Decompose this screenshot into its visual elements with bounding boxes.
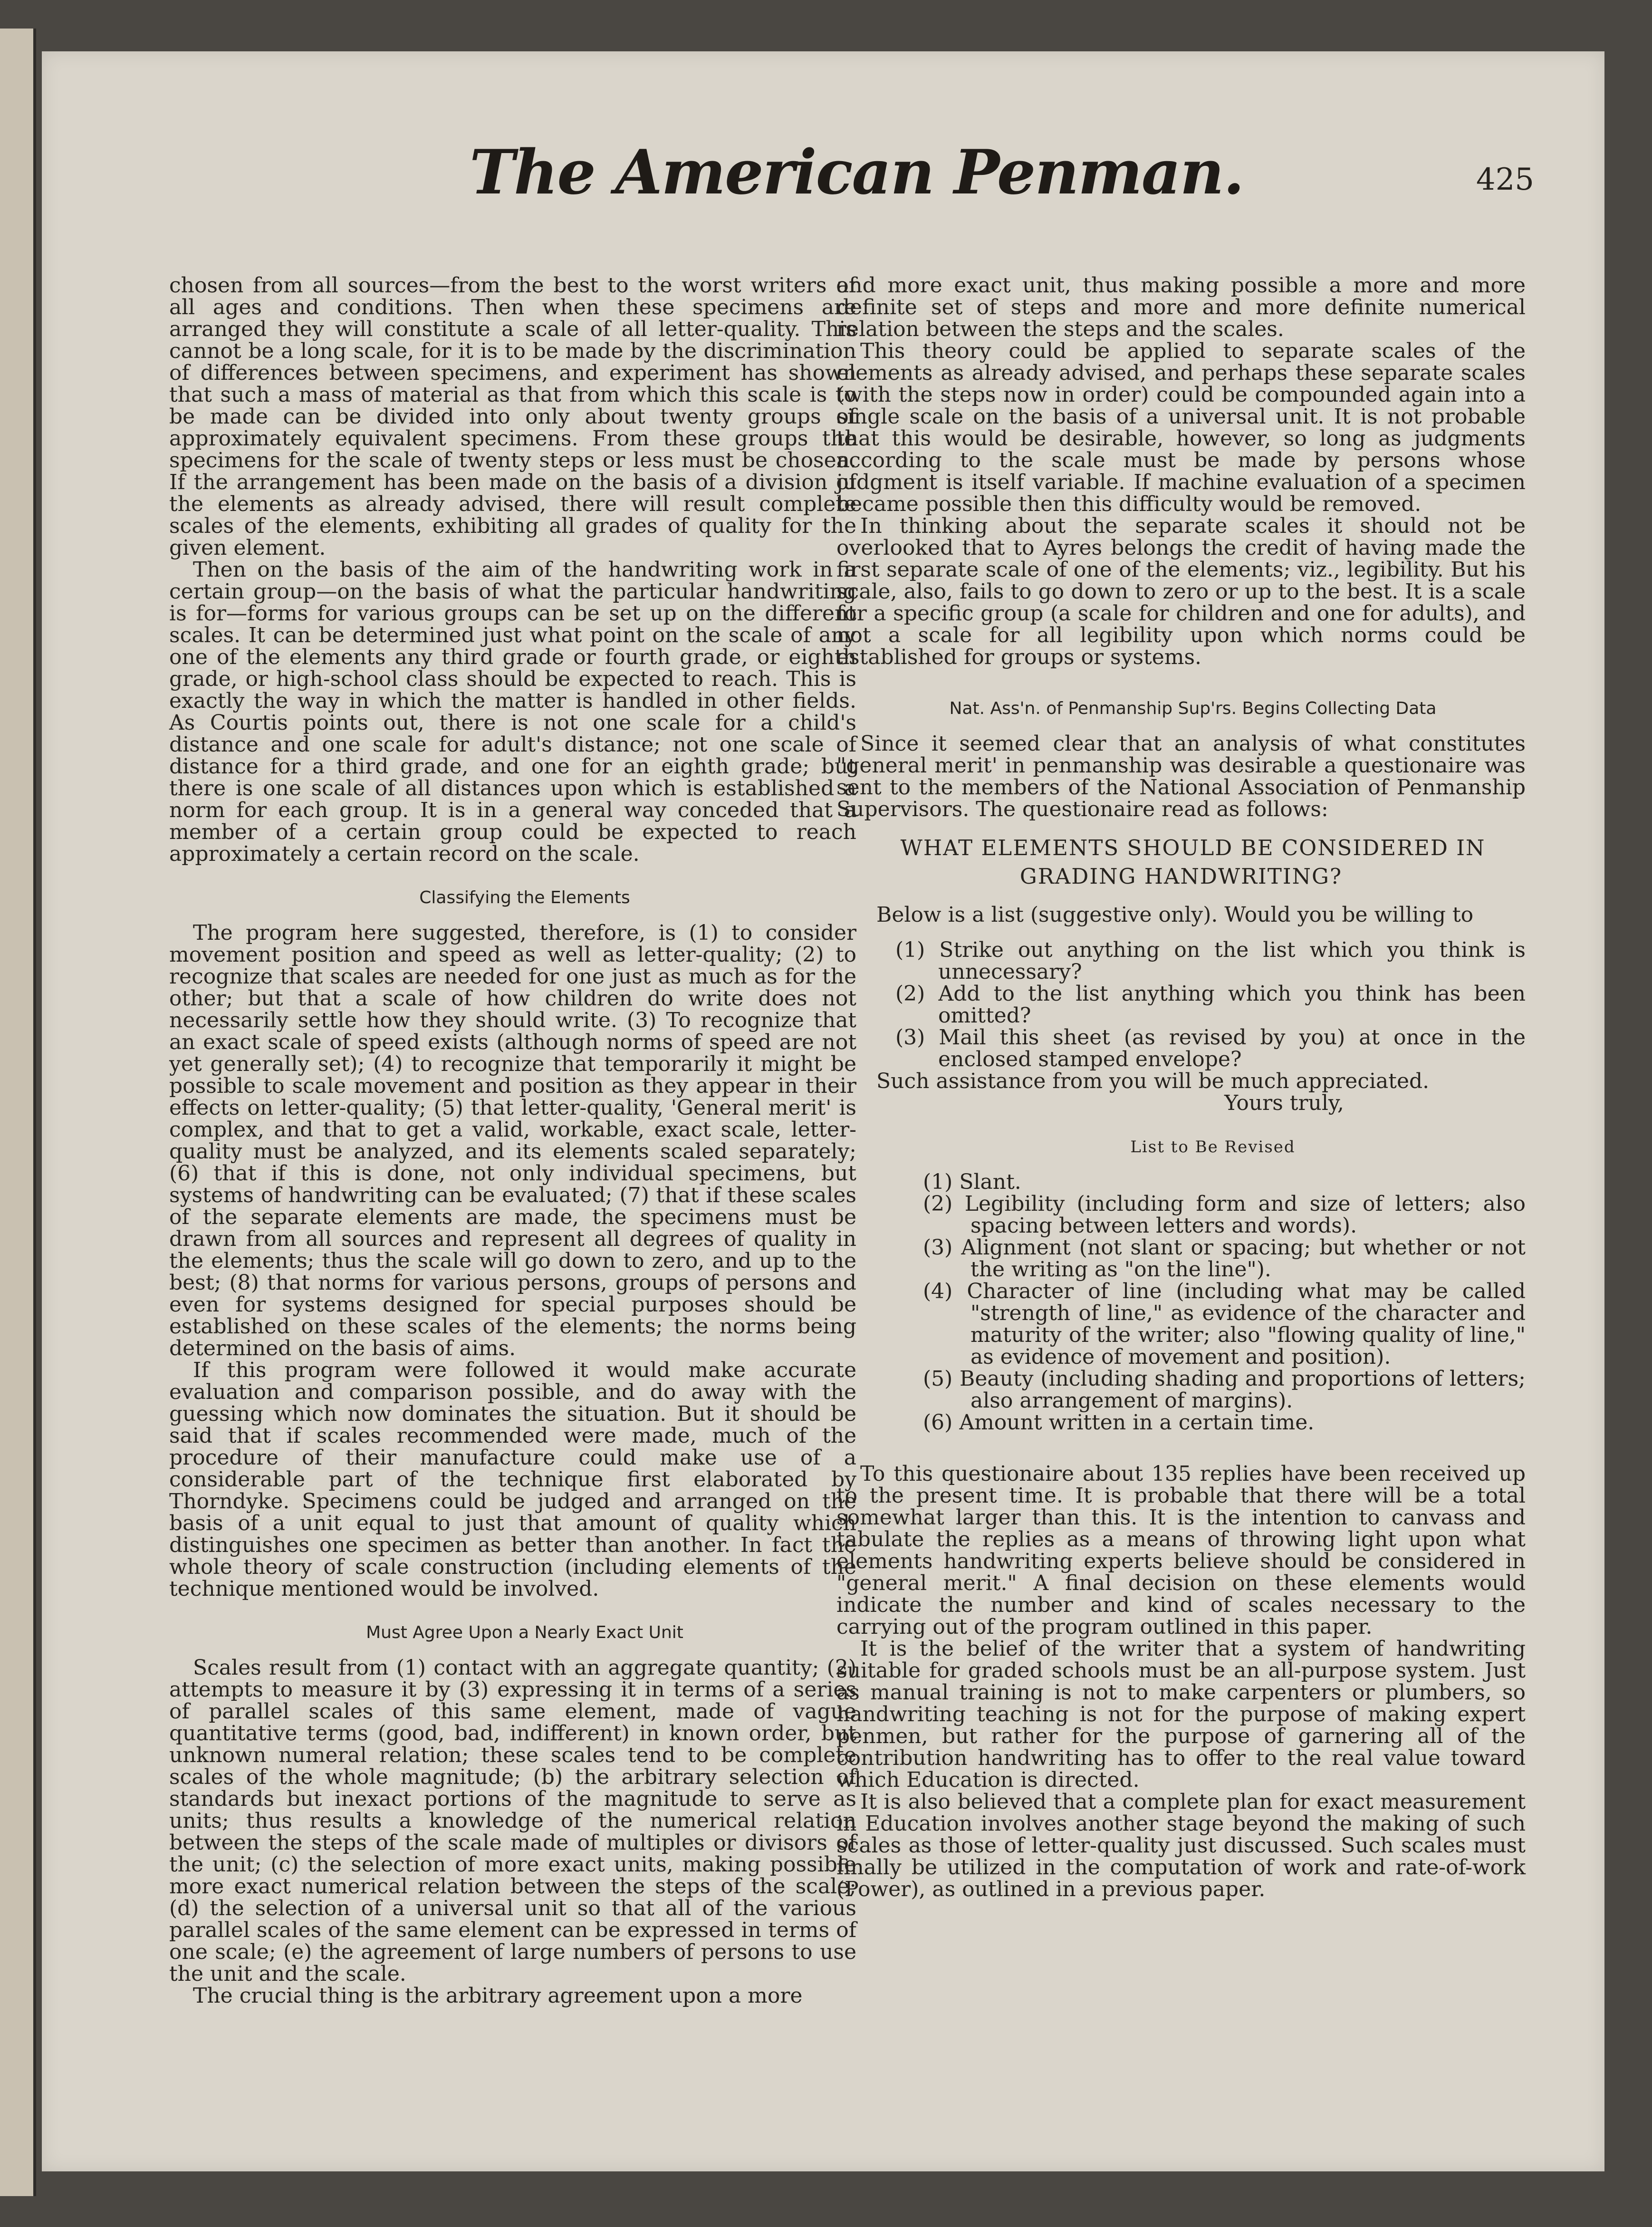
section-heading: Classifying the Elements: [419, 888, 630, 907]
list-item: (6) Amount written in a certain time.: [923, 1410, 1315, 1435]
list-item: (1) Slant.: [923, 1170, 1021, 1194]
left-column: [169, 275, 856, 2007]
paragraph: chosen from all sources—from the best to the worst writers of all ages and conditions. Then when these specimens are arranged they will constitute a scale of all letter-quality. This cannot be a long scale, for it is to be made by the discrimination of differences between specimens, and experiment has shown that such a mass of material as that from which this scale is to be made can be divided into only about twenty groups of approximately equivalent specimens. From these groups the specimens for the scale of twenty steps or less must be chosen. If the arrangement has been made on the basis of a division of the elements as already advised, there will result complete scales of the elements, exhibiting all grades of quality for the given element.: [169, 273, 856, 560]
paragraph: Since it seemed clear that an analysis of what constitutes "general merit' in penmanship was desirable a questionaire was sent to the members of the National Association of Penmanship Supervisors. The questionaire read as follows:: [836, 732, 1526, 821]
paragraph: In thinking about the separate scales it should not be overlooked that to Ayres belongs the credit of having made the first separate scale of one of the elements; viz., legibility. But his scale, also, fails to go down to zero or up to the best. It is a scale for a specific group (a scale for children and one for adults), and not a scale for all legibility upon which norms could be established for groups or systems.: [836, 514, 1526, 669]
list-title: List to Be Revised: [1130, 1138, 1296, 1157]
paragraph: The program here suggested, therefore, is (1) to consider movement position and speed as well as letter-quality; (2) to recognize that scales are needed for one just as much as for the other; but that a scale of how children do write does not necessarily settle how they should write. (3) To recognize that an exact scale of speed exists (although norms of speed are not yet generally set); (4) to recognize that temporarily it might be possible to scale movement and position as they appear in their effects on letter-quality; (5) that letter-quality, 'General merit' is complex, and that to get a valid, workable, exact scale, letter-quality must be analyzed, and its elements scaled separately; (6) that if this is done, not only individual specimens, but systems of handwriting can be evaluated; (7) that if these scales of the separate elements are made, the specimens must be drawn from all sources and represent all degrees of quality in the elements; thus the scale will go down to zero, and up to the best; (8) that norms for various persons, groups of persons and even for systems designed for special purposes should be established on these scales of the elements; the norms being determined on the basis of aims.: [169, 921, 856, 1360]
paragraph: If this program were followed it would make accurate evaluation and comparison possible, and do away with the guessing which now dominates the situation. But it should be said that if scales recommended were made, much of the procedure of their manufacture could make use of a considerable part of the technique first elaborated by Thorndyke. Specimens could be judged and arranged on the basis of a unit equal to just that amount of quality which distinguishes one specimen as better than another. In fact the whole theory of scale construction (including elements of the technique mentioned would be involved.: [169, 1358, 856, 1601]
paragraph: To this questionaire about 135 replies have been received up to the present time. It is probable that there will be a total somewhat larger than this. It is the intention to canvass and tabulate the replies as a means of throwing light upon what elements handwriting experts believe should be considered in "general merit." A final decision on these elements would indicate the number and kind of scales necessary to the carrying out of the program outlined in this paper.: [836, 1462, 1526, 1639]
questionnaire-item: (2) Add to the list anything which you think has been omitted?: [895, 982, 1526, 1028]
questionnaire-thanks: Such assistance from you will be much appreciated.: [876, 1069, 1430, 1093]
right-column: [836, 275, 1526, 1900]
section-heading: Nat. Ass'n. of Penmanship Sup'rs. Begins Collecting Data: [949, 699, 1437, 718]
facing-page-edge: [0, 29, 36, 2196]
questionnaire-item: (3) Mail this sheet (as revised by you) at once in the enclosed stamped envelope?: [895, 1025, 1526, 1071]
list-item: (5) Beauty (including shading and proportions of letters; also arrangement of margins).: [923, 1367, 1526, 1413]
paragraph: It is the belief of the writer that a system of handwriting suitable for graded schools must be an all-purpose system. Just as manual training is not to make carpenters or plumbers, so handwriting teaching is not for the purpose of making expert penmen, but rather for the purpose of garnering all of the contribution handwriting has to offer to the real value toward which Education is directed.: [836, 1637, 1526, 1792]
questionnaire-item: (1) Strike out anything on the list which you think is unnecessary?: [895, 938, 1526, 984]
paragraph: The crucial thing is the arbitrary agreement upon a more: [193, 1984, 803, 2008]
paragraph: Scales result from (1) contact with an aggregate quantity; (2) attempts to measure it by (3) expressing it in terms of a series of parallel scales of this same element, made of vague quantitative terms (good, bad, indifferent) in known order, but unknown numeral relation; these scales tend to be complete scales of the whole magnitude; (b) the arbitrary selection of standards but inexact portions of the magnitude to serve as units; thus results a knowledge of the numerical relation between the steps of the scale made of multiples or divisors of the unit; (c) the selection of more exact units, making possible more exact numerical relation between the steps of the scale; (d) the selection of a universal unit so that all of the various parallel scales of the same element can be expressed in terms of one scale; (e) the agreement of large numbers of persons to use the unit and the scale.: [169, 1656, 856, 1986]
magazine-page: [42, 51, 1604, 2171]
questionnaire-body: [876, 904, 1526, 1434]
questionnaire-title: WHAT ELEMENTS SHOULD BE CONSIDERED IN GRADING HANDWRITING?: [900, 835, 1486, 889]
page-number: 425: [1476, 162, 1534, 197]
revision-list: [923, 1171, 1526, 1434]
questionnaire-signoff: Yours truly,: [1224, 1091, 1344, 1115]
paragraph: It is also believed that a complete plan for exact measurement in Education involves another stage beyond the making of such scales as those of letter-quality just discussed. Such scales must finally be utilized in the computation of work and rate-of-work (Power), as outlined in a previous paper.: [836, 1790, 1526, 1901]
list-item: (4) Character of line (including what may be called "strength of line," as evidence of the character and maturity of the writer; also "flowing quality of line," as evidence of movement and position).: [923, 1279, 1526, 1369]
paragraph: This theory could be applied to separate scales of the elements as already advised, and perhaps these separate scales (with the steps now in order) could be compounded again into a single scale on the basis of a universal unit. It is not probable that this would be desirable, however, so long as judgments according to the scale must be made by persons whose judgment is itself variable. If machine evaluation of a specimen became possible then this difficulty would be removed.: [836, 339, 1526, 516]
masthead-title: The American Penman.: [470, 137, 1244, 208]
paragraph: and more exact unit, thus making possible a more and more definite set of steps and more and more definite numerical relation between the steps and the scales.: [836, 273, 1526, 341]
questionnaire-intro: Below is a list (suggestive only). Would you be willing to: [876, 903, 1474, 927]
paragraph: Then on the basis of the aim of the handwriting work in a certain group—on the basis of what the particular handwriting is for—forms for various groups can be set up on the different scales. It can be determined just what point on the scale of any one of the elements any third grade or fourth grade, or eighth grade, or high-school class should be expected to reach. This is exactly the way in which the matter is handled in other fields. As Courtis points out, there is not one scale for a child's distance and one scale for adult's distance; not one scale of distance for a third grade, and one for an eighth grade; but there is one scale of all distances upon which is established a norm for each group. It is in a general way conceded that a member of a certain group could be expected to reach approximately a certain record on the scale.: [169, 558, 856, 866]
list-item: (2) Legibility (including form and size of letters; also spacing between letters and words).: [923, 1192, 1526, 1238]
section-heading: Must Agree Upon a Nearly Exact Unit: [366, 1623, 683, 1642]
list-item: (3) Alignment (not slant or spacing; but whether or not the writing as "on the line").: [923, 1235, 1526, 1282]
